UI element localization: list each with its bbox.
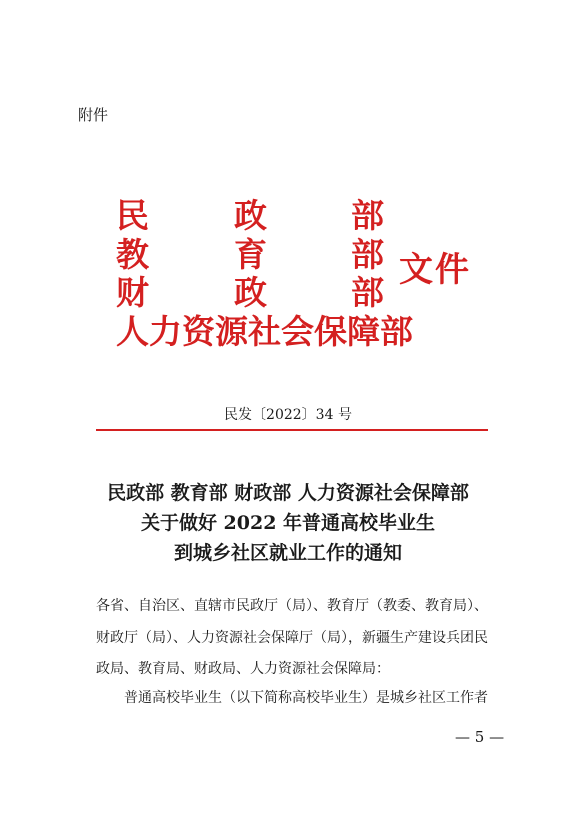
- title-line-3: 到城乡社区就业工作的通知: [173, 542, 402, 564]
- wenjian-label: 文件: [399, 250, 471, 290]
- dept-caizheng-char-1: 财: [116, 273, 149, 312]
- dept-caizheng-char-3: 部: [351, 273, 384, 312]
- dept-minzheng-char-2: 政: [234, 196, 267, 235]
- document-number: 民发〔2022〕34 号: [224, 407, 352, 423]
- body-line-4: 普通高校毕业生（以下简称高校毕业生）是城乡社区工作者: [124, 690, 488, 706]
- dept-minzheng-char-3: 部: [351, 196, 384, 235]
- dept-caizheng-char-2: 政: [234, 273, 267, 312]
- dept-minzheng-char-1: 民: [116, 196, 149, 235]
- title-line-2: 关于做好 2022 年普通高校毕业生: [140, 512, 436, 534]
- dept-renliziyuan: 人力资源社会保障部: [116, 312, 413, 351]
- body-line-2: 财政厅（局）、人力资源社会保障厅（局），新疆生产建设兵团民: [96, 630, 488, 646]
- red-divider-line: [96, 429, 488, 431]
- dept-jiaoyu-char-1: 教: [116, 235, 149, 274]
- attachment-label: 附件: [78, 106, 109, 124]
- dept-jiaoyu-char-3: 部: [351, 235, 384, 274]
- dept-jiaoyu-char-2: 育: [234, 235, 267, 274]
- title-line-1: 民政部 教育部 财政部 人力资源社会保障部: [107, 482, 469, 504]
- body-line-3: 政局、教育局、财政局、人力资源社会保障局：: [96, 661, 390, 677]
- body-line-1: 各省、自治区、直辖市民政厅（局）、教育厅（教委、教育局）、: [96, 598, 488, 614]
- page-number: — 5 —: [455, 728, 505, 746]
